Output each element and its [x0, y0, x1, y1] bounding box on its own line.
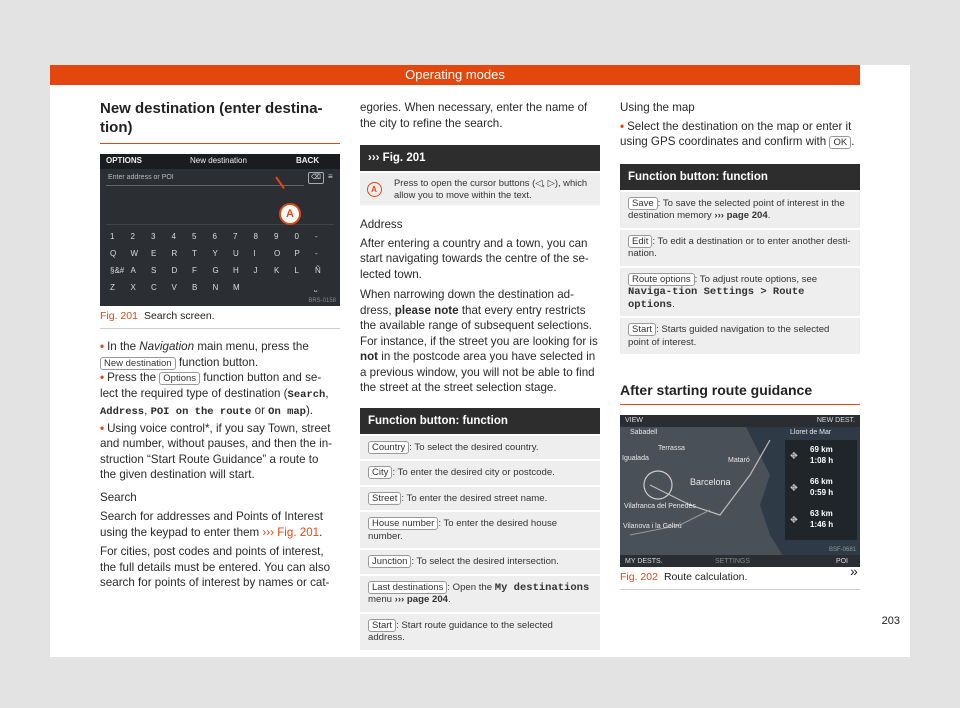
key-b: B: [192, 283, 198, 292]
function-key: House number: [368, 517, 438, 530]
key-e: E: [151, 249, 157, 258]
key-x: -: [315, 249, 318, 258]
section-header: Operating modes: [50, 65, 860, 85]
map-place-label: Mataró: [728, 457, 750, 464]
row-text: : To adjust route options, see: [694, 273, 818, 285]
key-o: O: [274, 249, 281, 258]
key-4: 4: [171, 232, 176, 241]
fig202-caption: [620, 567, 860, 590]
row-text: : To enter the desired city or postcode.: [392, 467, 555, 478]
table-row: [360, 510, 600, 548]
route-time: 0:59 h: [810, 488, 834, 497]
callout-a-icon: A: [367, 182, 382, 197]
callout-table-head: ››› Fig. 201: [360, 145, 600, 171]
key-8: 8: [253, 232, 258, 241]
fig-label: Fig. 201: [100, 310, 138, 322]
page-ref-link[interactable]: ››› page 204: [394, 594, 448, 605]
callout-text: Press to open the cursor buttons (◁, ▷), which allow you to move within the text.: [394, 177, 588, 200]
key-6: 6: [212, 232, 217, 241]
column-2: [360, 100, 600, 650]
page-number: 203: [881, 615, 900, 627]
table-row: [360, 485, 600, 511]
ui-options: OPTIONS: [106, 156, 143, 165]
row-end: .: [448, 594, 451, 605]
map-place-label: Igualada: [622, 455, 649, 462]
fig-caption-text: Route calculation.: [663, 571, 748, 583]
key-new-destination: New destination: [100, 357, 176, 370]
search-heading: Search: [100, 490, 137, 504]
key-7: 7: [233, 232, 238, 241]
bullet-icon: •: [620, 119, 625, 133]
function-key: Last destinations: [368, 581, 447, 594]
bullet-icon: •: [100, 371, 105, 384]
table-row: [620, 316, 860, 354]
function-key: Start: [628, 323, 656, 336]
route-time: 1:08 h: [810, 456, 834, 465]
ui-settings: SETTINGS: [715, 558, 751, 565]
row-text: : Open the: [447, 581, 495, 593]
column-3: [620, 100, 860, 590]
list-icon: ≡: [328, 172, 333, 181]
key-m: M: [233, 283, 240, 292]
ui-mydests: MY DESTS.: [625, 558, 663, 565]
function-table-head: Function button: function: [360, 408, 600, 434]
table-row: [360, 574, 600, 612]
key-3: 3: [151, 232, 156, 241]
key-x: -: [315, 232, 318, 241]
key-t: T: [192, 249, 197, 258]
key-v: V: [171, 283, 177, 292]
map-place-label: Terrassa: [658, 445, 685, 452]
key-x: Ñ: [315, 266, 321, 275]
nav-term: Navigation: [139, 340, 195, 353]
route-option-icon: ⛖: [790, 483, 798, 494]
key-options: Options: [159, 372, 200, 385]
key-s: S: [151, 266, 157, 275]
key-r: R: [171, 249, 178, 258]
fig201-screen: [100, 154, 340, 306]
route-time: 1:46 h: [810, 520, 834, 529]
key-u: U: [233, 249, 239, 258]
key-n: N: [212, 283, 219, 292]
route-distance: 69 km: [810, 445, 833, 454]
row-text: : To select the desired country.: [409, 441, 539, 453]
key-1: 1: [110, 232, 115, 241]
function-table-head-2: Function button: function: [620, 164, 860, 190]
search-para-1: Search for addresses and Points of Interest using the keypad to enter them ››› Fig. 201.: [100, 510, 323, 539]
route-distance: 63 km: [810, 509, 833, 518]
function-key: Street: [368, 492, 401, 505]
route-option-icon: ⛖: [790, 515, 798, 526]
map-place-label: Vilafranca del Penedès: [624, 503, 696, 510]
row-end: .: [767, 210, 771, 221]
row-text: : To enter the desired house number.: [368, 518, 558, 542]
figure-code: BSF-0681: [828, 547, 856, 553]
h2-route-guidance: After starting route guidance: [620, 382, 813, 398]
function-key: City: [368, 466, 392, 479]
ui-divider: [106, 224, 334, 225]
fig-caption-text: Search screen.: [143, 310, 215, 322]
space-key: ⎵: [314, 283, 318, 292]
table-row: [620, 228, 860, 266]
key-w: W: [130, 249, 139, 258]
function-key: Edit: [628, 235, 652, 248]
section-title: [100, 99, 340, 137]
callout-label: [360, 173, 388, 205]
table-row: [360, 434, 600, 460]
col2-continuation: egories. When necessary, enter the name of the city to refine the search.: [360, 101, 588, 130]
key-d: D: [171, 266, 178, 275]
ui-back: BACK: [296, 156, 320, 165]
callout-a: A: [279, 203, 301, 225]
table-row: [620, 266, 860, 317]
h2-rule: [620, 404, 860, 405]
table-row: [360, 548, 600, 574]
key-9: 9: [274, 232, 279, 241]
bullet-icon: •: [100, 421, 105, 435]
key-f: F: [192, 266, 197, 275]
ui-newdest: NEW DEST.: [816, 417, 855, 424]
map-place-label: Barcelona: [690, 477, 731, 487]
address-para-1: After entering a country and a town, you can start navigating towards the centre of the se-lected town.: [360, 236, 589, 281]
table-row: [360, 612, 600, 650]
backspace-icon: ⌫: [308, 172, 324, 184]
function-key: Start: [368, 619, 396, 632]
column-1: [100, 85, 340, 591]
key-2: 2: [130, 232, 135, 241]
row-end: .: [672, 298, 675, 310]
function-key: Save: [628, 197, 658, 210]
row-text2: menu: [368, 594, 395, 605]
ui-input-placeholder: Enter address or POI: [108, 174, 174, 181]
table-row: [360, 459, 600, 485]
key-i: I: [253, 249, 256, 258]
function-table-2: [620, 190, 860, 355]
table-row: [620, 190, 860, 228]
key-x: X: [130, 283, 136, 292]
figure-code: BRS-0158: [308, 298, 336, 304]
function-key: Route options: [628, 273, 695, 286]
map-bullet: • Select the destination on the map or enter it using GPS coordinates and confirm with OK .: [620, 119, 855, 148]
key-a: A: [130, 266, 136, 275]
row-text: : To enter the desired street name.: [401, 492, 548, 504]
row-text: : Starts guided navigation to the selected point of interest.: [628, 324, 830, 348]
search-para-2: For cities, post codes and points of interest, the full details must be entered. You can also search for points of interest by names or cat-: [100, 545, 331, 589]
map-heading: Using the map: [620, 101, 695, 114]
bullet-3: • Using voice control*, if you say Town, street and number, without pauses, and then the in- struction “Start Route Guidance” a route to the given destination will start.: [100, 421, 333, 481]
fig202-map: [620, 415, 860, 567]
key-j: J: [253, 266, 258, 275]
row-mono: My destinations: [494, 581, 590, 594]
bullet-icon: •: [100, 340, 105, 353]
address-heading: Address: [360, 218, 403, 231]
key-g: G: [212, 266, 219, 275]
key-xxx: §&#: [110, 266, 125, 275]
key-k: K: [274, 266, 280, 275]
title-rule: [100, 143, 340, 144]
ui-view: VIEW: [625, 417, 643, 424]
row-mono: Naviga-tion Settings > Route options: [628, 286, 805, 311]
key-c: C: [151, 283, 157, 292]
ui-title: New destination: [190, 156, 247, 165]
key-ok: OK: [829, 136, 851, 149]
row-text: : To select the desired intersection.: [411, 556, 559, 567]
key-y: Y: [212, 249, 218, 258]
address-para-2: When narrowing down the destination ad-dress, please note that every entry restricts the available range of subsequent selections. For instance, if the street you are looking for is not in the postcode area you have selected in a previous window, you will not be able to find the street at the street selection stage.: [360, 288, 598, 394]
fig201-caption: [100, 306, 340, 329]
key-0: 0: [294, 232, 299, 241]
title-line1: New destination (enter destina-: [100, 100, 323, 117]
page-ref-link[interactable]: ››› page 204: [714, 210, 768, 221]
function-key: Country: [368, 441, 409, 454]
row-text: : Start route guidance to the selected address.: [368, 619, 553, 643]
title-line2: tion): [100, 119, 133, 136]
row-text: : To save the selected point of interest in the destination memory: [628, 197, 845, 221]
ui-poi: POI: [835, 558, 848, 565]
callout-row: [360, 171, 600, 205]
key-z: Z: [110, 283, 115, 292]
map-place-label: Lloret de Mar: [790, 429, 832, 436]
function-table: [360, 434, 600, 650]
function-key: Junction: [368, 555, 411, 568]
bullet-2: • Press the Options function button and se- lect the required type of destination (Search, Address, POI on the route or On map).: [100, 371, 329, 418]
continue-mark: »: [850, 563, 858, 579]
route-distance: 66 km: [810, 477, 833, 486]
row-text: : To edit a destination or to enter another desti-nation.: [628, 235, 851, 259]
key-l: L: [294, 266, 299, 275]
key-p: P: [294, 249, 300, 258]
key-5: 5: [192, 232, 197, 241]
fig-label: Fig. 202: [620, 571, 658, 583]
map-place-label: Sabadell: [630, 429, 658, 436]
map-place-label: Vilanova i la Geltrú: [623, 523, 682, 530]
fig-ref-link[interactable]: ››› Fig. 201: [262, 525, 320, 539]
route-option-icon: ⛖: [790, 451, 798, 462]
key-h: H: [233, 266, 239, 275]
bullet-1: • In the Navigation main menu, press the New destination function button.: [100, 340, 309, 369]
key-q: Q: [110, 249, 117, 258]
